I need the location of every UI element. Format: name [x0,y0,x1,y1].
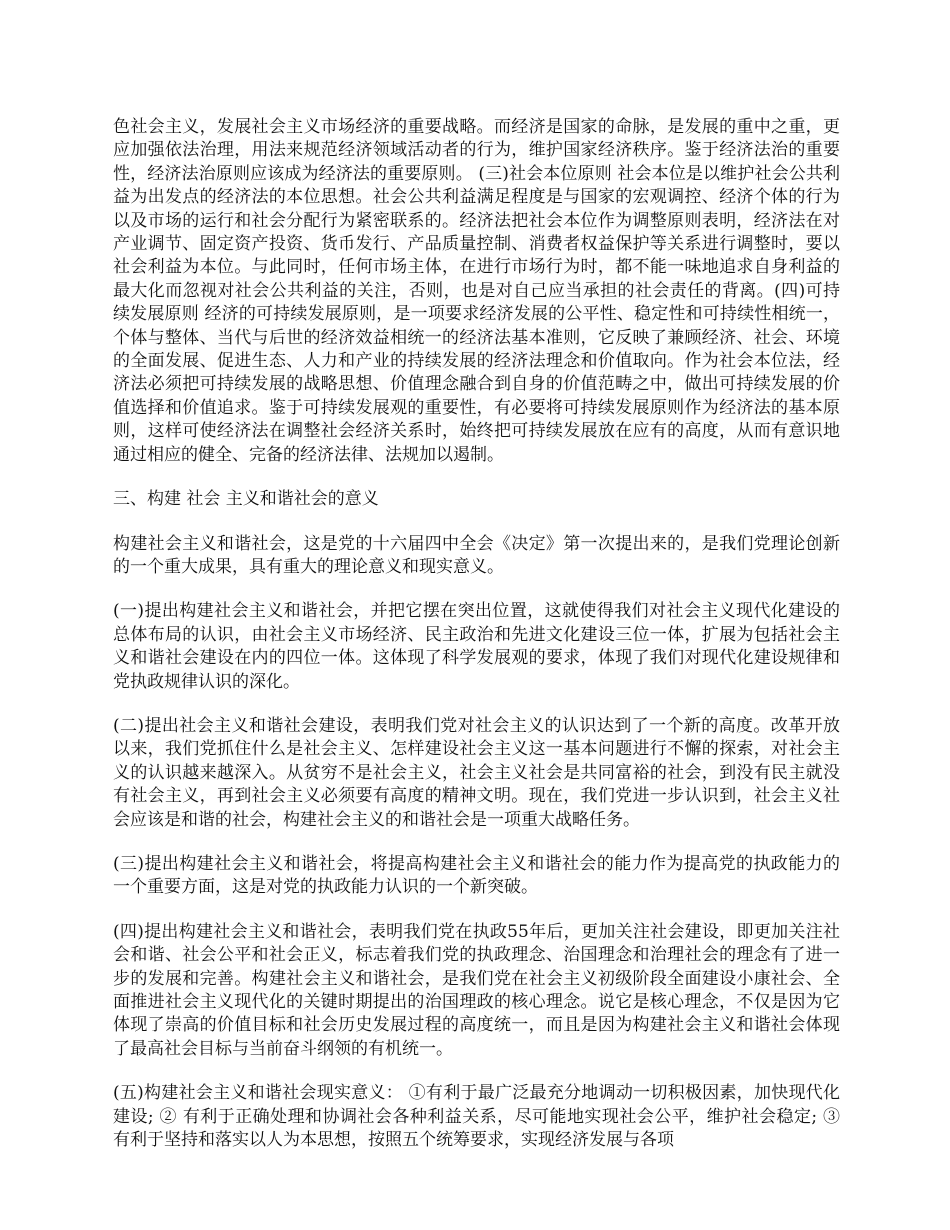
paragraph-point-3: (三)提出构建社会主义和谐社会，将提高构建社会主义和谐社会的能力作为提高党的执政能力的一个重要方面，这是对党的执政能力认识的一个新突破。 [113,853,840,898]
paragraph-point-2: (二)提出社会主义和谐社会建设，表明我们党对社会主义的认识达到了一个新的高度。改革开放以来，我们党抓住什么是社会主义、怎样建设社会主义这一基本问题进行不懈的探索，对社会主义的认识越来越深入。从贫穷不是社会主义，社会主义社会是共同富裕的社会，到没有民主就没有社会主义，再到社会主义必须要有高度的精神文明。现在，我们党进一步认识到，社会主义社会应该是和谐的社会，构建社会主义的和谐社会是一项重大战略任务。 [113,715,840,830]
section-heading: 三、构建 社会 主义和谐社会的意义 [113,489,379,510]
paragraph-point-4: (四)提出构建社会主义和谐社会，表明我们党在执政55年后，更加关注社会建设，即更加关注社会和谐、社会公平和社会正义，标志着我们党的执政理念、治国理念和治理社会的理念有了进一步的发展和完善。构建社会主义和谐社会，是我们党在社会主义初级阶段全面建设小康社会、全面推进社会主义现代化的关键时期提出的治国理政的核心理念。说它是核心理念，不仅是因为它体现了崇高的价值目标和社会历史发展过程的高度统一，而且是因为构建社会主义和谐社会体现了最高社会目标与当前奋斗纲领的有机统一。 [113,921,840,1059]
paragraph-intro: 构建社会主义和谐社会，这是党的十六届四中全会《决定》第一次提出来的，是我们党理论创新的一个重大成果，具有重大的理论意义和现实意义。 [113,533,840,577]
paragraph-principles-continued: 色社会主义，发展社会主义市场经济的重要战略。而经济是国家的命脉，是发展的重中之重，更应加强依法治理，用法来规范经济领域活动者的行为，维护国家经济秩序。鉴于经济法治的重要性，经济法治原则应该成为经济法的重要原则。 (三)社会本位原则 社会本位是以维护社会公共利益为出发点的经济法的本位思想。社会公共利益满足程度是与国家的宏观调控、经济个体的行为以及市场的运行和社会分配行为紧密联系的。经济法把社会本位作为调整原则表明，经济法在对产业调节、固定资产投资、货币发行、产品质量控制、消费者权益保护等关系进行调整时，要以社会利益为本位。与此同时，任何市场主体，在进行市场行为时，都不能一味地追求自身利益的最大化而忽视对社会公共利益的关注，否则，也是对自己应当承担的社会责任的背离。(四)可持续发展原则 经济的可持续发展原则，是一项要求经济发展的公平性、稳定性和可持续性相统一，个体与整体、当代与后世的经济效益相统一的经济法基本准则，它反映了兼顾经济、社会、环境的全面发展、促进生态、人力和产业的持续发展的经济法理念和价值取向。作为社会本位法，经济法必须把可持续发展的战略思想、价值理念融合到自身的价值范畴之中，做出可持续发展的价值选择和价值追求。鉴于可持续发展观的重要性，有必要将可持续发展原则作为经济法的基本原则，这样可使经济法在调整社会经济关系时，始终把可持续发展放在应有的高度，从而有意识地通过相应的健全、完备的经济法律、法规加以遏制。 [113,117,840,465]
document-body [113,116,840,1173]
paragraph-point-5: (五)构建社会主义和谐社会现实意义： ①有利于最广泛最充分地调动一切积极因素，加快现代化建设; ② 有利于正确处理和协调社会各种利益关系，尽可能地实现社会公平，维护社会稳定; ③ 有利于坚持和落实以人为本思想，按照五个统筹要求，实现经济发展与各项 [113,1083,840,1151]
paragraph-point-1: (一)提出构建社会主义和谐社会，并把它摆在突出位置，这就使得我们对社会主义现代化建设的总体布局的认识，由社会主义市场经济、民主政治和先进文化建设三位一体，扩展为包括社会主义和谐社会建设在内的四位一体。这体现了科学发展观的要求，体现了我们对现代化建设规律和党执政规律认识的深化。 [113,601,840,692]
